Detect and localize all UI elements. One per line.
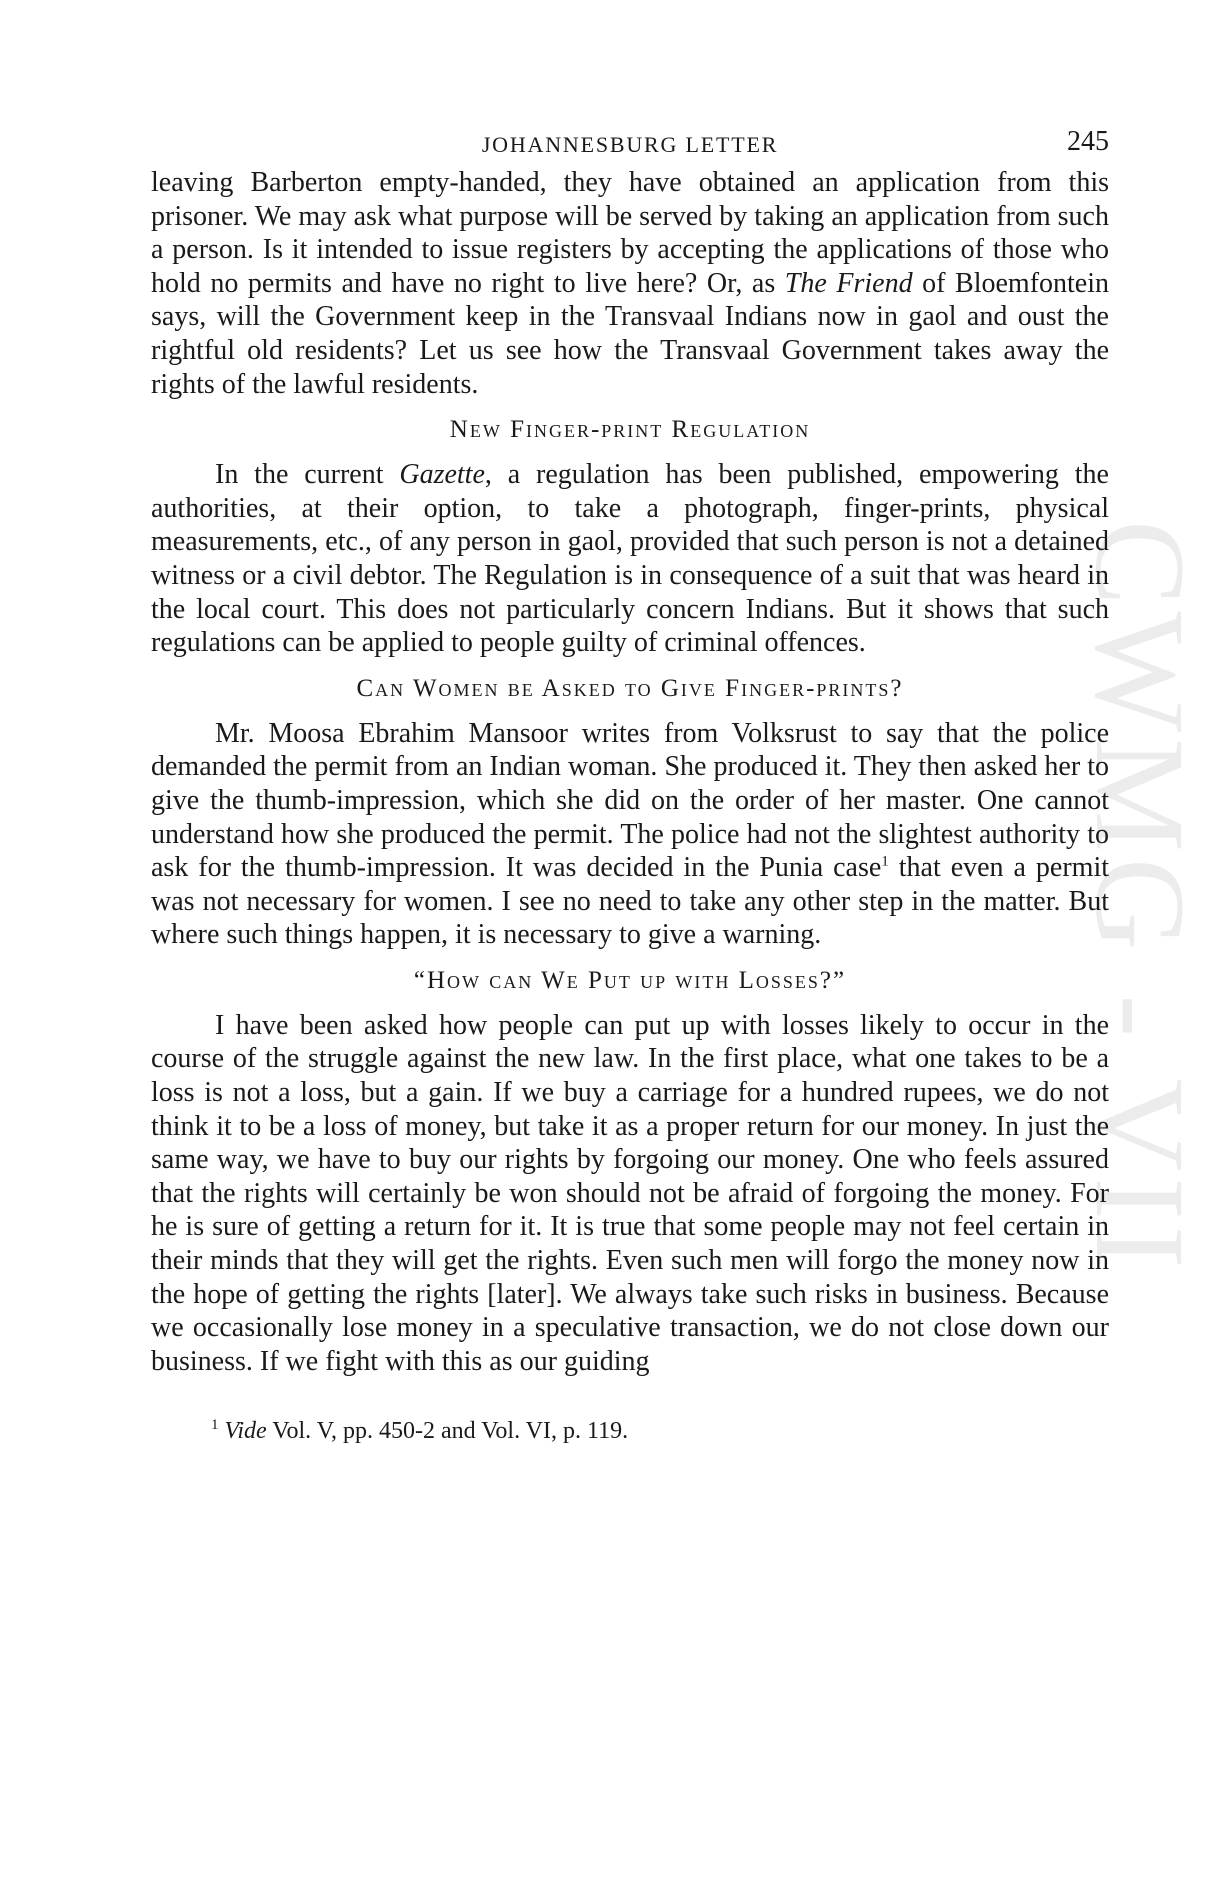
paragraph-3-text: Mr. Moosa Ebrahim Mansoor writes from Volksrust to say that the police demanded the permit from an Indian woman. She produced it. They then asked her to give the thumb-impression, which she did on the order of her master. One cannot understand how she produced the permit. The police had not the slightest authority to ask for the thumb-impression. It was decided in the Punia case — [151, 717, 1109, 884]
document-page — [151, 126, 1109, 1446]
section-heading-losses: “How can We Put up with Losses?” — [413, 966, 847, 994]
paragraph-3-tail: that even a permit was not necessary for women. I see no need to take any other step in the matter. But where such things happen, it is necessary to give a warning. — [151, 852, 1110, 951]
paragraph-2-tail: , a regulation has been published, empowering the authorities, at their option, to take a photograph, finger-prints, physical measurements, etc., of any person in gaol, provided that such person is not a detained witness or a civil debtor. The Regulation is in consequence of a suit that was heard in the local court. This does not particularly concern Indians. But it shows that such regulations can be applied to people guilty of criminal offences. — [151, 459, 1109, 659]
paragraph-2-italic: Gazette — [399, 459, 485, 491]
running-head — [151, 126, 1109, 166]
footnote-mark: 1 — [211, 1417, 219, 1434]
paragraph-1-text: leaving Barberton empty-handed, they have obtained an application from this prisoner. We may ask what purpose will be served by taking an application from such a person. Is it intended to issue registers by accepting the applications of those who hold no permits and have no right to live here? Or, as — [151, 167, 1109, 299]
footnote — [151, 1416, 1109, 1446]
page-number: 245 — [1067, 126, 1109, 157]
footnote-italic: Vide — [224, 1418, 267, 1445]
paragraph-1 — [151, 166, 1109, 401]
paragraph-4: I have been asked how people can put up with losses likely to occur in the course of the struggle against the new law. In the first place, what one takes to be a loss is not a loss, but a gain. If we buy a carriage for a hundred rupees, we do not think it to be a loss of money, but take it as a proper return for our money. In just the same way, we have to buy our rights by forgoing our money. One who feels assured that the rights will certainly be won should not be afraid of forgoing the money. For he is sure of getting a return for it. It is true that some people may not feel certain in their minds that they will get the rights. Even such men will forgo the money now in the hope of getting the rights [later]. We always take such risks in business. Because we occasionally lose money in a speculative transaction, we do not close down our business. If we fight with this as our guiding — [151, 1009, 1109, 1377]
section-heading-finger-print-regulation: New Finger-print Regulation — [449, 416, 811, 444]
footnote-text: Vol. V, pp. 450-2 and Vol. VI, p. 119. — [266, 1418, 629, 1445]
footnote-reference: 1 — [881, 853, 889, 870]
paragraph-1-tail: of Bloemfontein says, will the Government keep in the Transvaal Indians now in gaol and oust the rightful old residents? Let us see how the Transvaal Government takes away the rights of the lawful residents. — [151, 267, 1109, 400]
paragraph-2-text: In the current — [215, 459, 400, 491]
paragraph-1-italic: The Friend — [784, 267, 913, 299]
paragraph-3 — [151, 717, 1109, 952]
paragraph-2 — [151, 458, 1109, 660]
watermark: CWMG - VII — [1069, 520, 1211, 1275]
section-heading-women-finger-prints: Can Women be Asked to Give Finger-prints? — [356, 674, 904, 702]
running-title: JOHANNESBURG LETTER — [481, 132, 779, 157]
